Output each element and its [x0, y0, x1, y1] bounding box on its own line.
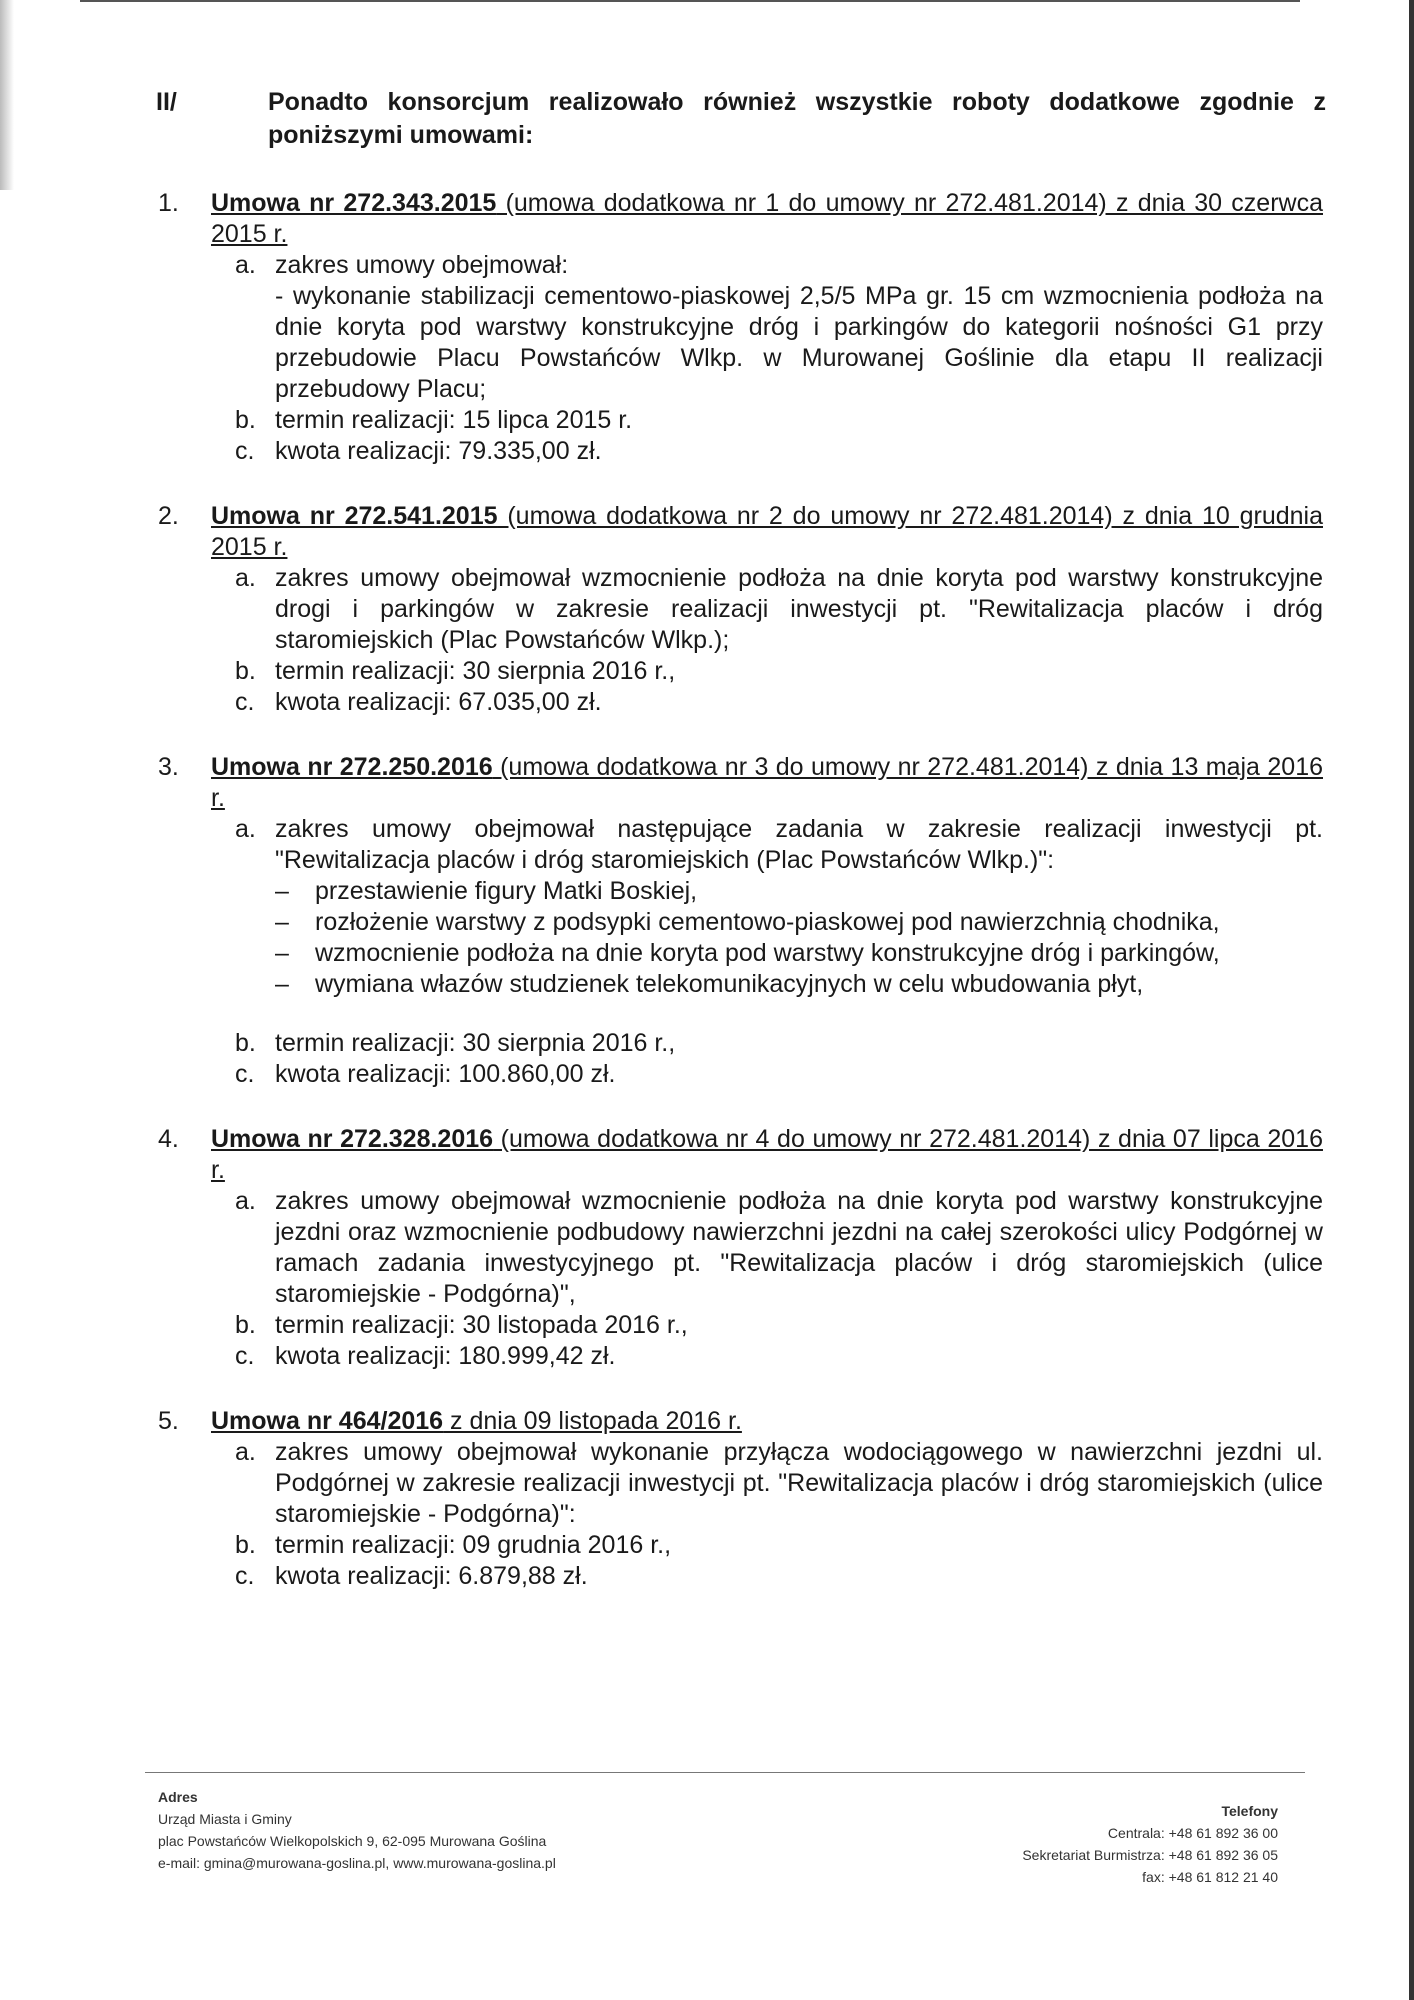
amount-text: kwota realizacji: 67.035,00 zł. — [275, 688, 602, 716]
contract-title-rest: (umowa dodatkowa nr 4 do umowy nr 272.481.2014) z dnia 07 lipca 2016 r. — [211, 1125, 1323, 1184]
scope-text: - wykonanie stabilizacji cementowo-piaskowej 2,5/5 MPa gr. 15 cm wzmocnienia podłoża na dnie koryta pod warstwy konstrukcyjne dróg i parkingów do kategorii nośności G1 przy przebudowie Placu Powstańców Wlkp. w Murowanej Goślinie dla etapu II realizacji przebudowy Placu; — [275, 282, 1323, 403]
amount-text: kwota realizacji: 180.999,42 zł. — [275, 1342, 616, 1370]
contract-title-rest: (umowa dodatkowa nr 3 do umowy nr 272.481.2014) z dnia 13 maja 2016 r. — [211, 753, 1323, 812]
contract-title — [211, 752, 1323, 814]
contract-scope: a. zakres umowy obejmował: - wykonanie stabilizacji cementowo-piaskowej 2,5/5 MPa gr. 15 cm wzmocnienia podłoża na dnie koryta pod warstwy konstrukcyjne dróg i parkingów do kategorii nośności G1 przy przebudowie Placu Powstańców Wlkp. w Murowanej Goślinie dla etapu II realizacji przebudowy Placu; — [235, 251, 1323, 403]
contracts-list — [158, 188, 1323, 1626]
contract-item — [158, 501, 1323, 718]
task-list — [275, 876, 1323, 1000]
address-line: plac Powstańców Wielkopolskich 9, 62-095 Murowana Goślina — [158, 1833, 547, 1849]
contract-item — [158, 1406, 1323, 1592]
contract-number: 4. — [158, 1125, 179, 1153]
footer-address — [158, 1786, 556, 1874]
section-number: II/ — [156, 88, 177, 116]
phones-heading: Telefony — [1221, 1803, 1278, 1819]
section-heading-text: Ponadto konsorcjum realizowało również wszystkie roboty dodatkowe zgodnie z poniższymi umowami: — [268, 88, 1326, 149]
list-item: – rozłożenie warstwy z podsypki cementowo-piaskowej pod nawierzchnią chodnika, — [275, 908, 1220, 936]
contract-number: 1. — [158, 189, 179, 217]
list-item: – przestawienie figury Matki Boskiej, — [275, 877, 698, 905]
term-text: termin realizacji: 30 sierpnia 2016 r., — [275, 1029, 676, 1057]
amount-text: kwota realizacji: 100.860,00 zł. — [275, 1060, 616, 1088]
phone-line: Centrala: +48 61 892 36 00 — [1107, 1825, 1278, 1841]
term-text: termin realizacji: 09 grudnia 2016 r., — [275, 1531, 672, 1559]
contract-amount: c. kwota realizacji: 6.879,88 zł. — [235, 1561, 1323, 1592]
address-line: Urząd Miasta i Gminy — [158, 1811, 292, 1827]
amount-text: kwota realizacji: 79.335,00 zł. — [275, 437, 602, 465]
scope-label: zakres umowy obejmował: — [275, 251, 569, 279]
contract-item — [158, 188, 1323, 467]
contract-term: b. termin realizacji: 09 grudnia 2016 r., — [235, 1530, 1323, 1561]
scope-label: zakres umowy obejmował wzmocnienie podłoża na dnie koryta pod warstwy konstrukcyjne drogi i parkingów w zakresie realizacji inwestycji pt. "Rewitalizacja placów i dróg staromiejskich (Plac Powstańców Wlkp.); — [275, 564, 1323, 654]
contract-title — [211, 188, 1323, 250]
section-heading — [156, 86, 1326, 152]
contract-title-bold: Umowa nr 272.328.2016 — [211, 1125, 494, 1153]
contract-title — [211, 1406, 1323, 1437]
contract-scope: a. zakres umowy obejmował wzmocnienie podłoża na dnie koryta pod warstwy konstrukcyjne drogi i parkingów w zakresie realizacji inwestycji pt. "Rewitalizacja placów i dróg staromiejskich (Plac Powstańców Wlkp.); — [235, 564, 1323, 654]
contract-title — [211, 1124, 1323, 1186]
address-heading: Adres — [158, 1789, 198, 1805]
contract-amount: c. kwota realizacji: 180.999,42 zł. — [235, 1341, 1323, 1372]
footer-divider — [145, 1772, 1305, 1773]
contract-title — [211, 501, 1323, 563]
scan-edge-left — [0, 0, 14, 190]
address-line: e-mail: gmina@murowana-goslina.pl, www.murowana-goslina.pl — [158, 1855, 556, 1871]
scan-edge-right — [1409, 0, 1414, 2000]
list-item: – wymiana włazów studzienek telekomunikacyjnych w celu wbudowania płyt, — [275, 970, 1144, 998]
contract-amount: c. kwota realizacji: 100.860,00 zł. — [235, 1059, 1323, 1090]
contract-title-bold: Umowa nr 464/2016 — [211, 1407, 444, 1435]
contract-term: b. termin realizacji: 30 listopada 2016 r., — [235, 1310, 1323, 1341]
scope-label: zakres umowy obejmował następujące zadania w zakresie realizacji inwestycji pt. "Rewitalizacja placów i dróg staromiejskich (Plac Powstańców Wlkp.)": — [275, 815, 1323, 874]
term-text: termin realizacji: 30 listopada 2016 r., — [275, 1311, 688, 1339]
contract-item — [158, 752, 1323, 1090]
contract-title-rest: z dnia 09 listopada 2016 r. — [443, 1407, 742, 1435]
contract-amount: c. kwota realizacji: 79.335,00 zł. — [235, 436, 1323, 467]
contract-scope: a. zakres umowy obejmował następujące zadania w zakresie realizacji inwestycji pt. "Rewitalizacja placów i dróg staromiejskich (Plac Powstańców Wlkp.)": — [235, 815, 1323, 874]
phone-line: Sekretariat Burmistrza: +48 61 892 36 05 — [1022, 1847, 1278, 1863]
contract-number: 3. — [158, 753, 179, 781]
contract-title-bold: Umowa nr 272.541.2015 — [211, 502, 498, 530]
footer-phones — [1022, 1800, 1278, 1888]
contract-title-rest: (umowa dodatkowa nr 1 do umowy nr 272.481.2014) z dnia 30 czerwca 2015 r. — [211, 189, 1323, 248]
list-item: – wzmocnienie podłoża na dnie koryta pod warstwy konstrukcyjne dróg i parkingów, — [275, 939, 1220, 967]
contract-item — [158, 1124, 1323, 1372]
phone-line: fax: +48 61 812 21 40 — [1142, 1869, 1278, 1885]
scope-label: zakres umowy obejmował wzmocnienie podłoża na dnie koryta pod warstwy konstrukcyjne jezdni oraz wzmocnienie podbudowy nawierzchni jezdni na całej szerokości ulicy Podgórnej w ramach zadania inwestycyjnego pt. "Rewitalizacja placów i dróg staromiejskich (ulice staromiejskie - Podgórna)", — [275, 1187, 1323, 1308]
contract-number: 2. — [158, 502, 179, 530]
amount-text: kwota realizacji: 6.879,88 zł. — [275, 1562, 588, 1590]
contract-term: b. termin realizacji: 30 sierpnia 2016 r., — [235, 1028, 1323, 1059]
scan-edge-top — [80, 0, 1300, 2]
contract-scope: a. zakres umowy obejmował wzmocnienie podłoża na dnie koryta pod warstwy konstrukcyjne jezdni oraz wzmocnienie podbudowy nawierzchni jezdni na całej szerokości ulicy Podgórnej w ramach zadania inwestycyjnego pt. "Rewitalizacja placów i dróg staromiejskich (ulice staromiejskie - Podgórna)", — [235, 1187, 1323, 1308]
contract-title-bold: Umowa nr 272.343.2015 — [211, 189, 497, 217]
term-text: termin realizacji: 15 lipca 2015 r. — [275, 406, 633, 434]
contract-term: b. termin realizacji: 30 sierpnia 2016 r., — [235, 656, 1323, 687]
contract-term: b. termin realizacji: 15 lipca 2015 r. — [235, 405, 1323, 436]
term-text: termin realizacji: 30 sierpnia 2016 r., — [275, 657, 676, 685]
contract-title-rest: (umowa dodatkowa nr 2 do umowy nr 272.481.2014) z dnia 10 grudnia 2015 r. — [211, 502, 1323, 561]
contract-title-bold: Umowa nr 272.250.2016 — [211, 753, 493, 781]
scope-label: zakres umowy obejmował wykonanie przyłącza wodociągowego w nawierzchni jezdni ul. Podgórnej w zakresie realizacji inwestycji pt. "Rewitalizacja placów i dróg staromiejskich (ulice staromiejskie - Podgórna)": — [275, 1438, 1323, 1528]
contract-number: 5. — [158, 1407, 179, 1435]
contract-amount: c. kwota realizacji: 67.035,00 zł. — [235, 687, 1323, 718]
contract-scope: a. zakres umowy obejmował wykonanie przyłącza wodociągowego w nawierzchni jezdni ul. Podgórnej w zakresie realizacji inwestycji pt. "Rewitalizacja placów i dróg staromiejskich (ulice staromiejskie - Podgórna)": — [235, 1438, 1323, 1528]
